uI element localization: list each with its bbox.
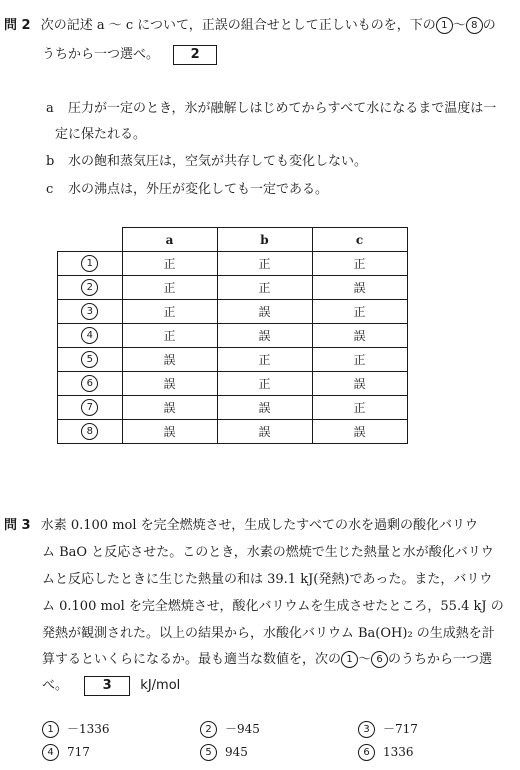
truth-table-corner bbox=[58, 228, 123, 252]
statement-a-line1: 圧力が一定のとき，氷が融解しはじめてからすべて水になるまで温度は一 bbox=[68, 101, 497, 116]
cell-a: 正 bbox=[122, 252, 217, 276]
truth-table bbox=[57, 227, 408, 444]
table-row bbox=[58, 300, 408, 324]
q3-line6-end: のうちから一つ選 bbox=[388, 652, 493, 667]
cell-c: 誤 bbox=[312, 276, 407, 300]
statement-b-line1: 水の飽和蒸気圧は，空気が共存しても変化しない。 bbox=[68, 154, 368, 169]
q2-label: 問 2 bbox=[4, 18, 31, 33]
statement-a-key: a bbox=[46, 101, 54, 116]
choice-value: 945 bbox=[225, 745, 248, 759]
q3-line7: べ。 bbox=[42, 678, 69, 693]
table-row bbox=[58, 420, 408, 444]
row-number-circle: 8 bbox=[81, 423, 98, 440]
header-a: a bbox=[122, 228, 217, 252]
cell-a: 誤 bbox=[122, 348, 217, 372]
row-number-circle: 1 bbox=[81, 255, 98, 272]
cell-c: 誤 bbox=[312, 372, 407, 396]
q3-line6: 算するといくらになるか。最も適当な数値を，次の bbox=[42, 652, 342, 667]
q3-line3: ムと反応したときに生じた熱量の和は 39.1 kJ(発熱)であった。また，バリウ bbox=[42, 572, 493, 587]
q2-range-sep: ～ bbox=[452, 18, 466, 33]
cell-a: 正 bbox=[122, 324, 217, 348]
choice-value: 1336 bbox=[383, 745, 414, 759]
q3-line1: 水素 0.100 mol を完全燃焼させ，生成したすべての水を過剰の酸化バリウ bbox=[40, 518, 478, 533]
q3-line2: ム BaO と反応させた。このとき，水素の燃焼で生じた熱量と水が酸化バリウ bbox=[42, 545, 494, 560]
q3-line5: 発熱が観測された。以上の結果から，水酸化バリウム Ba(OH)₂ の生成熱を計 bbox=[42, 626, 495, 641]
table-row bbox=[58, 252, 408, 276]
q2-header-line bbox=[4, 14, 496, 34]
choice-number-circle: 2 bbox=[200, 721, 217, 738]
q3-unit: kJ/mol bbox=[140, 678, 181, 693]
table-row bbox=[58, 324, 408, 348]
cell-b: 正 bbox=[217, 276, 312, 300]
row-number-circle: 4 bbox=[81, 327, 98, 344]
row-number bbox=[58, 276, 123, 300]
row-number-circle: 7 bbox=[81, 399, 98, 416]
q3-line6-row bbox=[42, 648, 492, 668]
cell-b: 誤 bbox=[217, 324, 312, 348]
header-b: b bbox=[217, 228, 312, 252]
header-c: c bbox=[312, 228, 407, 252]
choice-number-circle: 1 bbox=[42, 721, 59, 738]
q2-stem-line2-row bbox=[42, 43, 217, 65]
cell-b: 誤 bbox=[217, 396, 312, 420]
choice-3[interactable] bbox=[358, 720, 418, 738]
row-number bbox=[58, 420, 123, 444]
cell-a: 正 bbox=[122, 300, 217, 324]
cell-a: 誤 bbox=[122, 372, 217, 396]
statement-c bbox=[46, 178, 328, 197]
q3-range-end-circle: 6 bbox=[371, 651, 388, 668]
cell-c: 正 bbox=[312, 396, 407, 420]
row-number-circle: 2 bbox=[81, 279, 98, 296]
statement-c-key: c bbox=[46, 182, 54, 197]
truth-table-header bbox=[58, 228, 408, 252]
row-number-circle: 6 bbox=[81, 375, 98, 392]
cell-a: 誤 bbox=[122, 420, 217, 444]
row-number bbox=[58, 348, 123, 372]
cell-b: 正 bbox=[217, 252, 312, 276]
row-number bbox=[58, 252, 123, 276]
q2-range-start-circle: 1 bbox=[436, 17, 453, 34]
statement-a-cont: 定に保たれる。 bbox=[55, 127, 147, 142]
cell-a: 誤 bbox=[122, 396, 217, 420]
q2-stem-line1: 次の記述 a ～ c について，正誤の組合せとして正しいものを，下の bbox=[40, 18, 436, 33]
cell-b: 誤 bbox=[217, 420, 312, 444]
cell-a: 正 bbox=[122, 276, 217, 300]
choice-4[interactable] bbox=[42, 744, 90, 761]
choice-value: －945 bbox=[225, 722, 260, 736]
table-row bbox=[58, 372, 408, 396]
choice-number-circle: 5 bbox=[200, 744, 217, 761]
choice-value: －717 bbox=[383, 722, 418, 736]
cell-b: 誤 bbox=[217, 300, 312, 324]
cell-c: 誤 bbox=[312, 420, 407, 444]
cell-b: 正 bbox=[217, 348, 312, 372]
q3-range-start-circle: 1 bbox=[341, 651, 358, 668]
q2-answer-box[interactable]: 2 bbox=[173, 45, 217, 65]
table-row bbox=[58, 276, 408, 300]
q2-stem-line2: うちから一つ選べ。 bbox=[42, 47, 160, 62]
choice-6[interactable] bbox=[358, 744, 414, 761]
row-number bbox=[58, 324, 123, 348]
q3-answer-box[interactable]: 3 bbox=[84, 676, 130, 696]
statement-b-key: b bbox=[46, 154, 55, 169]
choice-number-circle: 6 bbox=[358, 744, 375, 761]
row-number-circle: 3 bbox=[81, 303, 98, 320]
statement-b bbox=[46, 150, 367, 169]
choice-value: －1336 bbox=[67, 722, 110, 736]
row-number-circle: 5 bbox=[81, 351, 98, 368]
choice-2[interactable] bbox=[200, 720, 260, 738]
row-number bbox=[58, 300, 123, 324]
choice-1[interactable] bbox=[42, 720, 110, 738]
statement-a bbox=[46, 97, 496, 116]
choice-number-circle: 4 bbox=[42, 744, 59, 761]
cell-c: 正 bbox=[312, 348, 407, 372]
q3-line1-row bbox=[4, 514, 478, 533]
table-row bbox=[58, 396, 408, 420]
cell-c: 誤 bbox=[312, 324, 407, 348]
q3-label: 問 3 bbox=[4, 518, 31, 533]
q2-range-end-circle: 8 bbox=[466, 17, 483, 34]
q2-stem-line1-end: の bbox=[482, 18, 496, 33]
cell-c: 正 bbox=[312, 300, 407, 324]
q3-line7-row bbox=[42, 674, 180, 696]
cell-c: 正 bbox=[312, 252, 407, 276]
choice-value: 717 bbox=[67, 745, 90, 759]
choice-5[interactable] bbox=[200, 744, 248, 761]
table-row bbox=[58, 348, 408, 372]
statement-c-line1: 水の沸点は，外圧が変化しても一定である。 bbox=[68, 182, 329, 197]
cell-b: 正 bbox=[217, 372, 312, 396]
choice-number-circle: 3 bbox=[358, 721, 375, 738]
q3-range-sep: ～ bbox=[358, 652, 372, 667]
row-number bbox=[58, 396, 123, 420]
row-number bbox=[58, 372, 123, 396]
q3-line4: ム 0.100 mol を完全燃焼させ，酸化バリウムを生成させたところ，55.4 kJ の bbox=[42, 599, 504, 614]
